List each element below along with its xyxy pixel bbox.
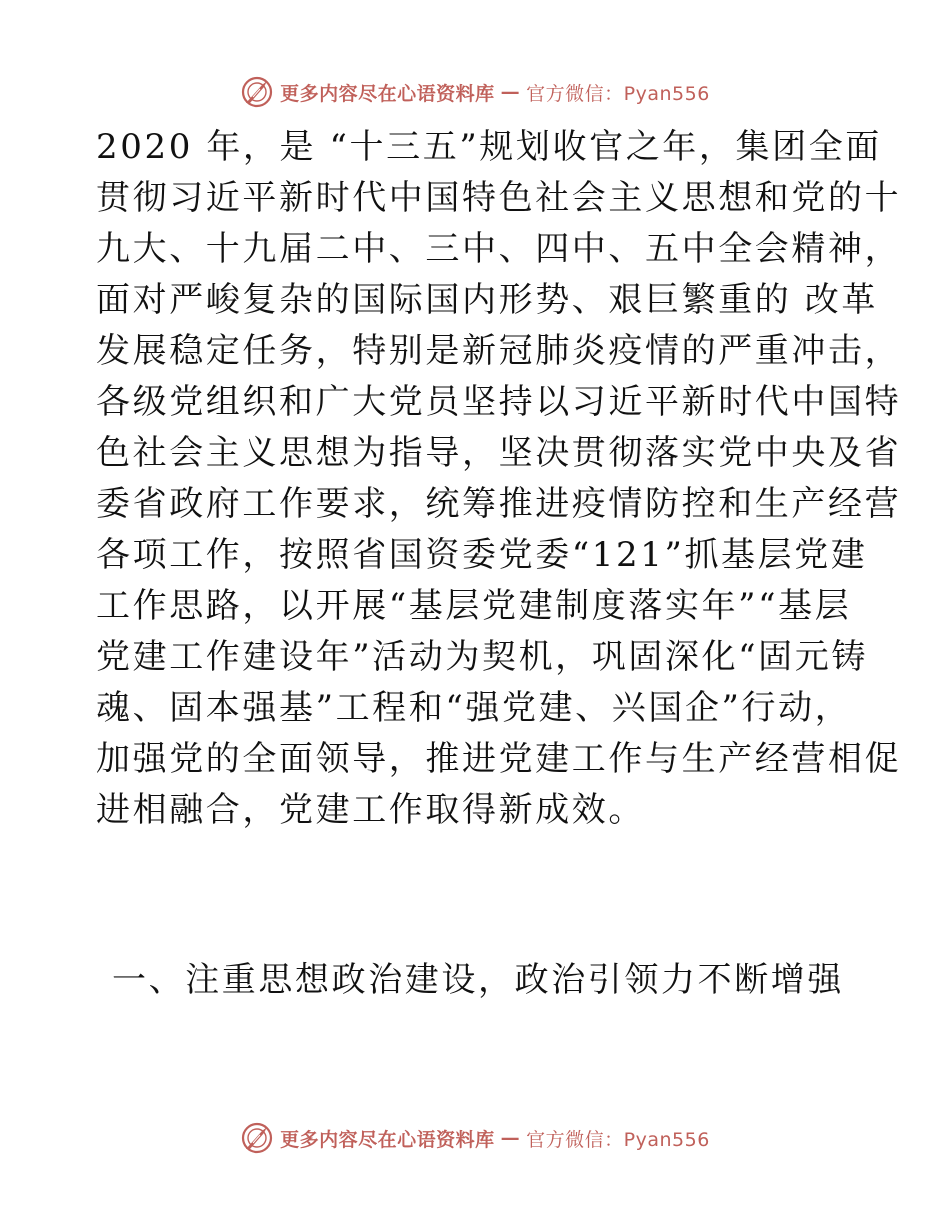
paragraph-line: 2020 年，是 “十三五”规划收官之年，集团全面 — [96, 127, 882, 167]
paragraph-line: 各级党组织和广大党员坚持以习近平新时代中国特 — [96, 382, 902, 422]
watermark-contact: 官方微信：Pyan556 — [526, 82, 710, 105]
paragraph-line: 加强党的全面领导，推进党建工作与生产经营相促 — [96, 739, 902, 779]
document-body — [96, 122, 902, 836]
paragraph-line: 各项工作，按照省国资委党委“121”抓基层党建 — [96, 535, 868, 575]
paragraph-line: 面对严峻复杂的国际国内形势、艰巨繁重的 改革 — [96, 280, 879, 320]
quill-logo-icon — [240, 1121, 274, 1155]
section-heading: 一、注重思想政治建设，政治引领力不断增强 — [112, 960, 844, 1000]
paragraph-line: 贯彻习近平新时代中国特色社会主义思想和党的十 — [96, 178, 902, 218]
watermark-contact: 官方微信：Pyan556 — [526, 1128, 710, 1151]
watermark-separator: — — [500, 81, 521, 103]
paragraph-line: 色社会主义思想为指导，坚决贯彻落实党中央及省 — [96, 433, 902, 473]
paragraph-line: 进相融合，党建工作取得新成效。 — [96, 790, 645, 830]
watermark-title: 更多内容尽在心语资料库 — [280, 1128, 495, 1151]
footer-watermark — [0, 1118, 950, 1158]
quill-logo-icon — [240, 75, 274, 109]
paragraph-line: 委省政府工作要求，统筹推进疫情防控和生产经营 — [96, 484, 902, 524]
paragraph-line: 九大、十九届二中、三中、四中、五中全会精神， — [96, 229, 902, 269]
header-watermark — [0, 72, 950, 112]
paragraph-line: 工作思路，以开展“基层党建制度落实年”“基层 — [96, 586, 852, 626]
paragraph-line: 魂、固本强基”工程和“强党建、兴国企”行动， — [96, 688, 852, 728]
watermark-title: 更多内容尽在心语资料库 — [280, 82, 495, 105]
watermark-separator: — — [500, 1127, 521, 1149]
paragraph-line: 发展稳定任务，特别是新冠肺炎疫情的严重冲击， — [96, 331, 902, 371]
paragraph-line: 党建工作建设年”活动为契机，巩固深化“固元铸 — [96, 637, 868, 677]
